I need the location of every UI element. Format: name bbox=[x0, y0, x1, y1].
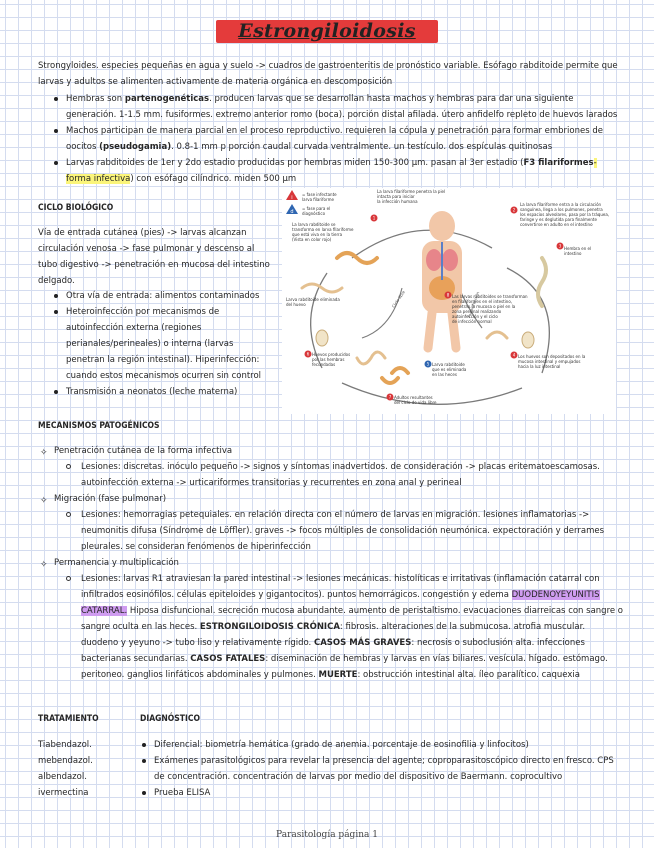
text: Machos participan de manera parcial en el proceso reproductivo. requieren la cópula y penetración para formar embriones de oocitos bbox=[66, 126, 603, 152]
mecanismos-heading: MECANISMOS PATOGÉNICOS bbox=[38, 421, 160, 431]
highlight-text: DUODENOYEYUNITIS CATARRAL. bbox=[81, 590, 600, 616]
list-item bbox=[52, 155, 618, 187]
label-right-top-2: sanguínea, llega a los pulmones, penetra bbox=[520, 207, 603, 212]
label-right-top-3: los espacios alveolares, pasa por la tráquea, bbox=[520, 212, 610, 217]
list-item: Heteroinfección por mecanismos de autoinfección externa (regiones perianales/perineales) o interna (larvas penetran la región intestinal). Hiperinfección: cuando estos mecanismos ocurren sin control bbox=[52, 304, 274, 384]
larva-autoinfection bbox=[487, 332, 507, 338]
label-right-bottom-2: mucosa intestinal y empujados bbox=[518, 359, 581, 364]
label-top-3: la infección humana bbox=[377, 199, 418, 204]
diagnostico-heading: DIAGNÓSTICO bbox=[140, 714, 200, 724]
diamond-bullet-icon: ✧ bbox=[40, 560, 48, 570]
stage-number: 4 bbox=[512, 352, 516, 358]
bold-text: ESTRONGILOIDOSIS CRÓNICA bbox=[199, 622, 340, 632]
bold-text: MUERTE bbox=[318, 670, 358, 680]
label-right-mid: Las larvas rabditoides se transforman bbox=[452, 294, 528, 299]
diamond-bullet-icon: ✧ bbox=[40, 448, 48, 458]
circle-bullet-icon bbox=[66, 512, 71, 517]
mecanismo-label: Permanencia y multiplicación bbox=[54, 558, 179, 568]
diagnostico-list bbox=[140, 737, 620, 801]
stage-number: 2 bbox=[512, 207, 516, 213]
diagnostic-symbol: d bbox=[290, 209, 294, 215]
mecanismo-item bbox=[38, 491, 623, 507]
drug-item: albendazol. bbox=[38, 772, 87, 782]
mecanismo-detail: Lesiones: hemorragias petequiales. en relación directa con el número de larvas en migración. lesiones inflamatorias -> neumonitis difusa (Síndrome de Löffler). graves -> focos múltiples de consolidación neumónica. expectoración y derrames pleurales. se consideran fenómenos de hiperinfección bbox=[81, 510, 605, 552]
label-right-top-4: faringe y es deglutida para finalmente bbox=[520, 217, 597, 222]
label-left-top-3: que está viva en la tierra bbox=[292, 232, 343, 237]
ciclo-paragraph: Vía de entrada cutánea (pies) -> larvas alcanzan circulación venosa -> fase pulmonar y descenso al tubo digestivo -> penetración en mucosa del intestino delgado. bbox=[38, 228, 270, 286]
mecanismo-label: Penetración cutánea de la forma infectiva bbox=[54, 446, 233, 456]
adult-worm bbox=[382, 378, 398, 383]
larva-feces bbox=[357, 352, 385, 364]
label-top: La larva filariforme penetra la piel bbox=[377, 189, 446, 194]
drug-item: ivermectina bbox=[38, 788, 89, 798]
label-autoinfection: Autoinfección bbox=[466, 290, 481, 319]
list-item: Otra vía de entrada: alimentos contaminados bbox=[52, 288, 274, 304]
label-adultos-2: del ciclo de vida libre bbox=[394, 400, 437, 405]
bold-text: CASOS FATALES bbox=[190, 654, 266, 664]
bold-text: partenogenéticas bbox=[124, 94, 210, 104]
mecanismo-sub-item bbox=[38, 571, 623, 683]
stage-number: 3 bbox=[558, 243, 562, 249]
stage-number: 7 bbox=[388, 394, 392, 400]
label-right-top-5: convertirse en adulto en el intestino bbox=[520, 222, 593, 227]
mecanismo-item bbox=[38, 555, 623, 571]
human-head bbox=[429, 211, 455, 241]
text: Larvas rabditoides de 1er y 2do estadio producidas por hembras miden 150-300 µm. pasan al 3er estadio ( bbox=[66, 158, 524, 168]
cycle-arrow bbox=[362, 288, 402, 338]
label-left-top-4: (Vista en color rojo) bbox=[292, 237, 332, 242]
label-left-top-2: transforma en larva filariforme bbox=[292, 227, 354, 232]
stage-number: 1 bbox=[372, 215, 376, 221]
label-left-mid-2: del huevo bbox=[286, 302, 306, 307]
text: ) con esófago cilíndrico. miden 500 µm bbox=[130, 174, 297, 184]
legend-infective: = fase infectante bbox=[302, 192, 337, 197]
lung-right bbox=[442, 249, 458, 271]
text: Hembras son bbox=[66, 94, 125, 104]
tratamiento-heading: TRATAMIENTO bbox=[38, 714, 99, 724]
label-huevos-3: fecundadas bbox=[312, 362, 336, 367]
label-right-top: La larva filariforme entra a la circulación bbox=[520, 202, 602, 207]
bold-text: CASOS MÁS GRAVES bbox=[313, 638, 412, 648]
label-right-bottom: Los huevos son depositados en la bbox=[518, 354, 586, 359]
mecanismo-sub-item bbox=[38, 507, 623, 555]
tratamiento-list bbox=[38, 737, 128, 801]
ciclo-heading: CICLO BIOLÓGICO bbox=[38, 203, 114, 213]
page-title: Estrongiloidosis bbox=[216, 20, 437, 43]
label-left-top: La larva rabditoide se bbox=[292, 222, 336, 227]
label-larva-heces-3: en las heces bbox=[432, 372, 457, 377]
mecanismos-list bbox=[38, 443, 623, 683]
list-item bbox=[52, 123, 618, 155]
text: . producen larvas que se desarrollan hasta machos y hembras para dar una siguiente generación. 1-1.5 mm. fusiformes. extremo anterior romo (boca). porción distal afilada. útero anfidelfo repleto de huevos larados bbox=[66, 94, 618, 120]
label-right-mid-2: en filariformes en el intestino, bbox=[452, 299, 513, 304]
page-footer: Parasitología página 1 bbox=[276, 830, 378, 840]
list-item: Transmisión a neonatos (leche materna) bbox=[52, 384, 274, 400]
list-item bbox=[52, 91, 618, 123]
infective-symbol: i bbox=[291, 195, 293, 201]
label-larva-heces-2: que es eliminada bbox=[432, 367, 467, 372]
list-item: Prueba ELISA bbox=[140, 785, 620, 801]
drug-item: mebendazol. bbox=[38, 756, 93, 766]
text: : necrosis o suboclusión alta. infecciones bacterianas secundarias. bbox=[81, 638, 585, 664]
ciclo-bullet-list bbox=[52, 288, 274, 400]
title-wrap bbox=[0, 20, 654, 43]
stage-number: 6 bbox=[306, 351, 310, 357]
drug-item: Tiabendazol. bbox=[38, 740, 92, 750]
label-right-mid-3: penetran la mucosa o piel en la bbox=[452, 304, 516, 309]
text: : obstrucción intestinal alta. íleo paralítico. caquexia bbox=[357, 670, 580, 680]
label-right-mid-4: zona perianal realizando bbox=[452, 309, 502, 314]
label-free-cycle: Ciclo libre bbox=[390, 289, 407, 309]
text: . 0.8-1 mm p porción caudal curvada ventralmente. un testículo. dos espículas quitinosas bbox=[171, 142, 553, 152]
label-top-2: intacta para iniciar bbox=[377, 194, 415, 199]
mecanismo-sub-item bbox=[38, 459, 623, 491]
legend-infective-2: larva filariforme bbox=[302, 197, 334, 202]
bold-text: F3 filariformes bbox=[523, 158, 594, 168]
text: : fibrosis. alteraciones de la submucosa. atrofia muscular. duodeno y yeyuno -> tubo liso y relativamente rígido. bbox=[81, 622, 586, 648]
adult-worm bbox=[392, 368, 408, 373]
list-item: Exámenes parasitológicos para revelar la presencia del agente; coproparasitoscópico directo en fresco. CPS de concentración. concentración de larvas por medio del dispositivo de Baermann. coprocultivo bbox=[140, 753, 620, 785]
list-item: Diferencial: biometría hemática (grado de anemia. porcentaje de eosinofilia y linfocitos) bbox=[140, 737, 620, 753]
legend-diagnostic-2: diagnóstico bbox=[302, 211, 326, 216]
mecanismo-detail: Lesiones: discretas. inóculo pequeño -> signos y síntomas inadvertidos. de consideración -> placas eritematoescamosas. autoinfección externa -> urticariformes transitorias y recurrentes en zona anal y perineal bbox=[81, 462, 600, 488]
diamond-bullet-icon: ✧ bbox=[40, 496, 48, 506]
label-right-mid-5: autoinfección y el ciclo bbox=[452, 314, 498, 319]
text: Hiposa disfuncional. secreción mucosa abundante. aumento de peristaltismo. evacuaciones diarreicas con sangre o sangre oculta en las heces. bbox=[81, 606, 624, 632]
label-left-mid: Larva rabditoide eliminada bbox=[286, 297, 340, 302]
intro-paragraph: Strongyloides. especies pequeñas en agua y suelo -> cuadros de gastroenteritis de pronóstico variable. Esófago rabditoide permite que larvas y adultos se alimenten activamente de materia orgánica en descomposición bbox=[38, 61, 618, 87]
egg-icon bbox=[522, 332, 534, 348]
bold-text: (pseudogamia) bbox=[99, 142, 172, 152]
label-huevos-2: por las hembras bbox=[312, 357, 345, 362]
intro-bullet-list bbox=[52, 91, 618, 187]
highlight-text: - forma infectiva bbox=[66, 158, 597, 184]
label-right-bottom-3: hacia la luz intestinal bbox=[518, 364, 561, 369]
larva-rhabditoid bbox=[302, 284, 342, 292]
circle-bullet-icon bbox=[66, 464, 71, 469]
text: Lesiones: larvas R1 atraviesan la pared intestinal -> lesiones mecánicas. histolíticas e irritativas (inflamación catarral con infiltrados eosinófilos. células epiteloides y gigantocitos). puntos hemorrágicos. congestión y edema bbox=[81, 574, 600, 600]
label-right-mid-6: de infección normal bbox=[452, 319, 492, 324]
label-adultos: Adultos resultantes bbox=[394, 395, 433, 400]
text: : diseminación de hembras y larvas en vías biliares. vesícula. hígado. estómago. peritoneo. ganglios linfáticos abdominales y pulmones. bbox=[81, 654, 608, 680]
label-larva-heces: Larva rabditoide bbox=[432, 362, 465, 367]
mecanismo-label: Migración (fase pulmonar) bbox=[54, 494, 167, 504]
egg-icon bbox=[316, 330, 328, 346]
legend-diagnostic: = fase para el bbox=[302, 206, 331, 211]
circle-bullet-icon bbox=[66, 576, 71, 581]
label-hembra: Hembra en el bbox=[564, 246, 592, 251]
lung-left bbox=[426, 249, 442, 271]
stage-number: 8 bbox=[446, 292, 450, 298]
life-cycle-svg bbox=[282, 188, 616, 414]
life-cycle-diagram bbox=[282, 188, 616, 414]
label-huevos: Huevos producidos bbox=[312, 352, 351, 357]
mecanismo-item bbox=[38, 443, 623, 459]
female-worm bbox=[538, 258, 546, 306]
stage-number: 5 bbox=[426, 361, 430, 367]
label-hembra-2: intestino bbox=[564, 251, 582, 256]
